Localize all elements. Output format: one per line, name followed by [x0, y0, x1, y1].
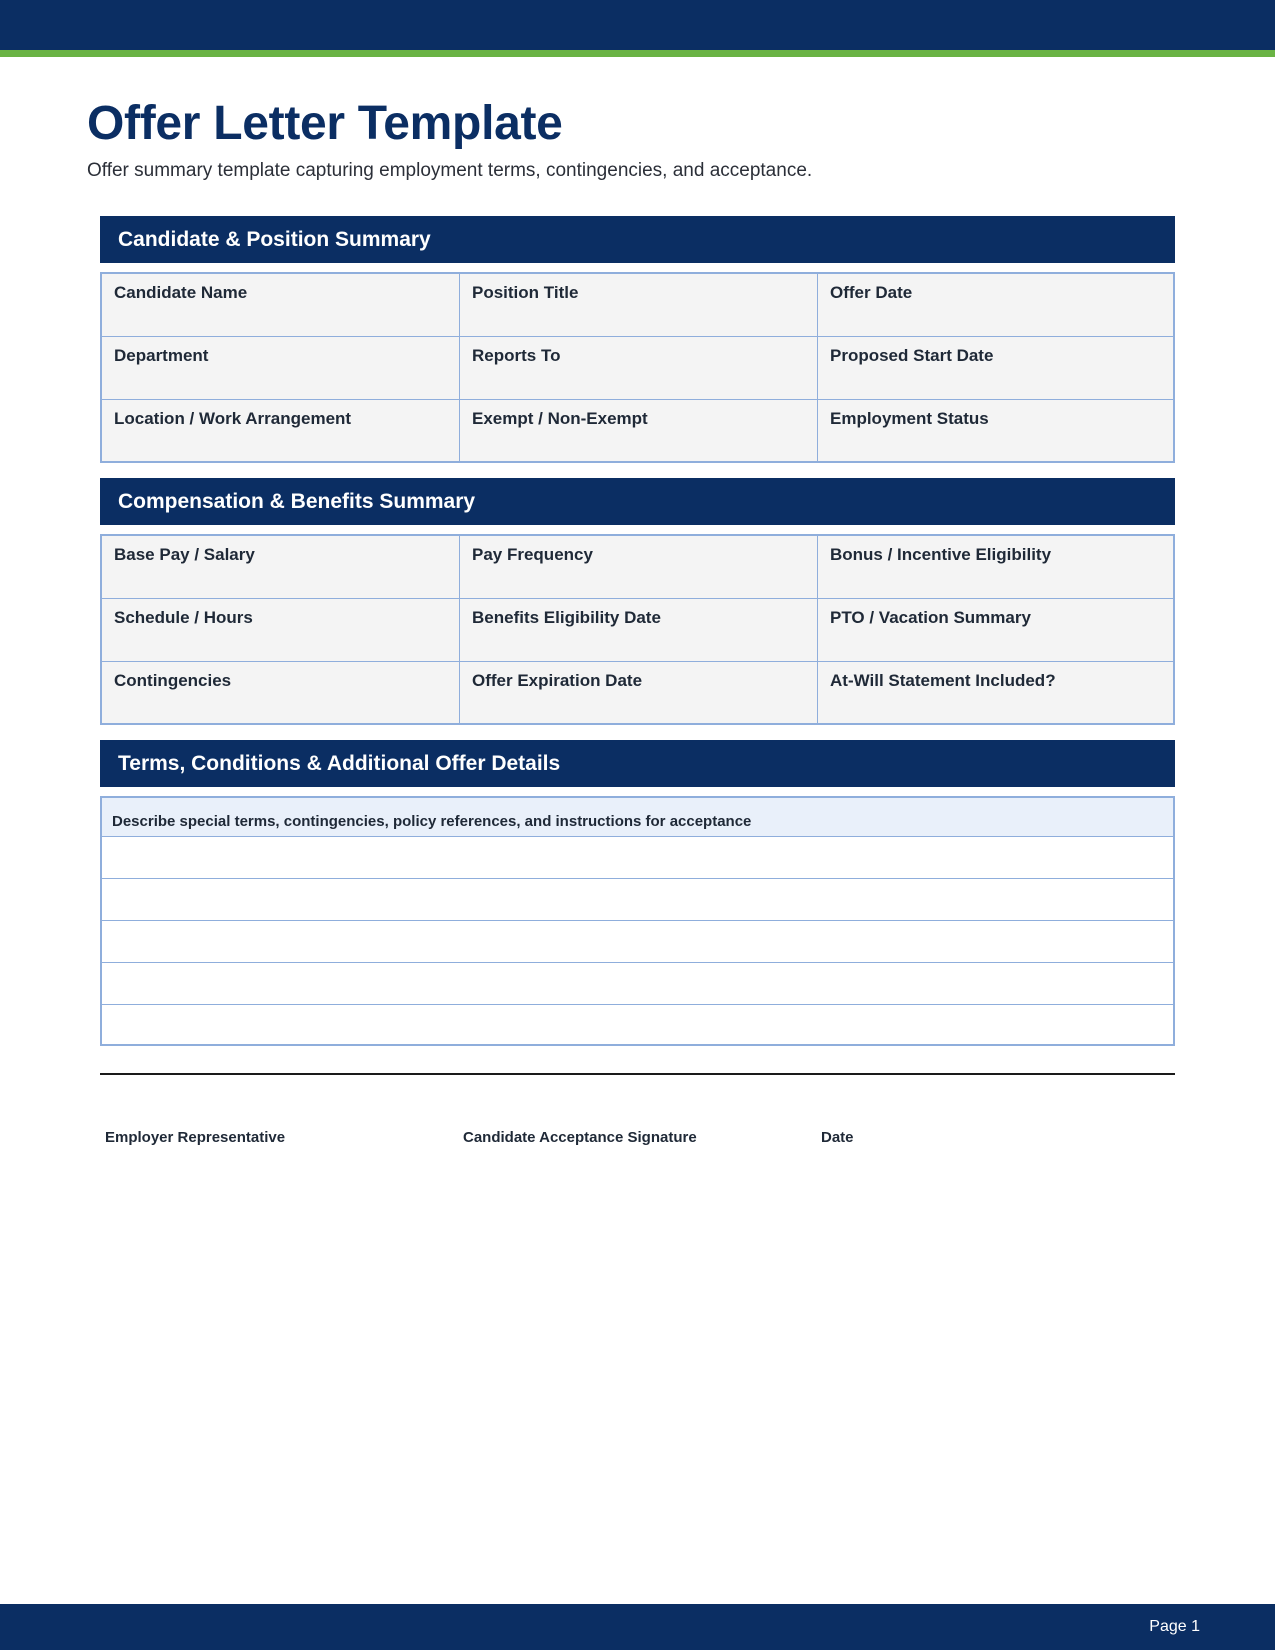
notes-line[interactable]	[102, 921, 1173, 963]
field-base-pay-salary[interactable]: Base Pay / Salary	[102, 536, 460, 599]
section-header-candidate-position: Candidate & Position Summary	[100, 216, 1175, 263]
field-offer-date[interactable]: Offer Date	[818, 274, 1173, 337]
signature-label-candidate: Candidate Acceptance Signature	[463, 1129, 697, 1146]
page-number: Page 1	[1149, 1618, 1200, 1635]
field-exempt-non-exempt[interactable]: Exempt / Non-Exempt	[460, 400, 818, 461]
field-proposed-start-date[interactable]: Proposed Start Date	[818, 337, 1173, 400]
notes-prompt: Describe special terms, contingencies, policy references, and instructions for acceptance	[102, 798, 1173, 837]
field-contingencies[interactable]: Contingencies	[102, 662, 460, 723]
field-at-will-statement[interactable]: At-Will Statement Included?	[830, 671, 1056, 690]
candidate-position-grid	[100, 272, 1175, 463]
field-position-title[interactable]: Position Title	[460, 274, 818, 337]
field-bonus-incentive-eligibility[interactable]: Bonus / Incentive Eligibility	[818, 536, 1173, 599]
field-offer-expiration-date[interactable]: Offer Expiration Date	[460, 662, 818, 723]
field-department[interactable]: Department	[102, 337, 460, 400]
field-reports-to[interactable]: Reports To	[460, 337, 818, 400]
field-pto-vacation-summary[interactable]: PTO / Vacation Summary	[818, 599, 1173, 662]
signature-label-employer: Employer Representative	[105, 1129, 286, 1146]
section-header-terms-conditions: Terms, Conditions & Additional Offer Details	[100, 740, 1175, 787]
notes-line[interactable]	[102, 1005, 1173, 1047]
page-title: Offer Letter Template	[87, 97, 563, 150]
section-header-compensation-benefits: Compensation & Benefits Summary	[100, 478, 1175, 525]
field-schedule-hours[interactable]: Schedule / Hours	[102, 599, 460, 662]
notes-line[interactable]	[102, 963, 1173, 1005]
terms-notes-box	[100, 796, 1175, 1046]
footer-bar	[0, 1604, 1275, 1650]
field-location-work-arrangement[interactable]: Location / Work Arrangement	[102, 400, 460, 461]
compensation-benefits-grid	[100, 534, 1175, 725]
page-subtitle: Offer summary template capturing employment terms, contingencies, and acceptance.	[87, 160, 813, 181]
field-candidate-name[interactable]: Candidate Name	[102, 274, 460, 337]
notes-line[interactable]	[102, 837, 1173, 879]
notes-line[interactable]	[102, 879, 1173, 921]
field-pay-frequency[interactable]: Pay Frequency	[460, 536, 818, 599]
signature-label-date: Date	[821, 1129, 854, 1146]
field-employment-status[interactable]: Employment Status	[830, 409, 989, 428]
signature-rule	[100, 1073, 1175, 1075]
header-accent-stripe	[0, 50, 1275, 57]
header-bar	[0, 0, 1275, 50]
field-benefits-eligibility-date[interactable]: Benefits Eligibility Date	[460, 599, 818, 662]
